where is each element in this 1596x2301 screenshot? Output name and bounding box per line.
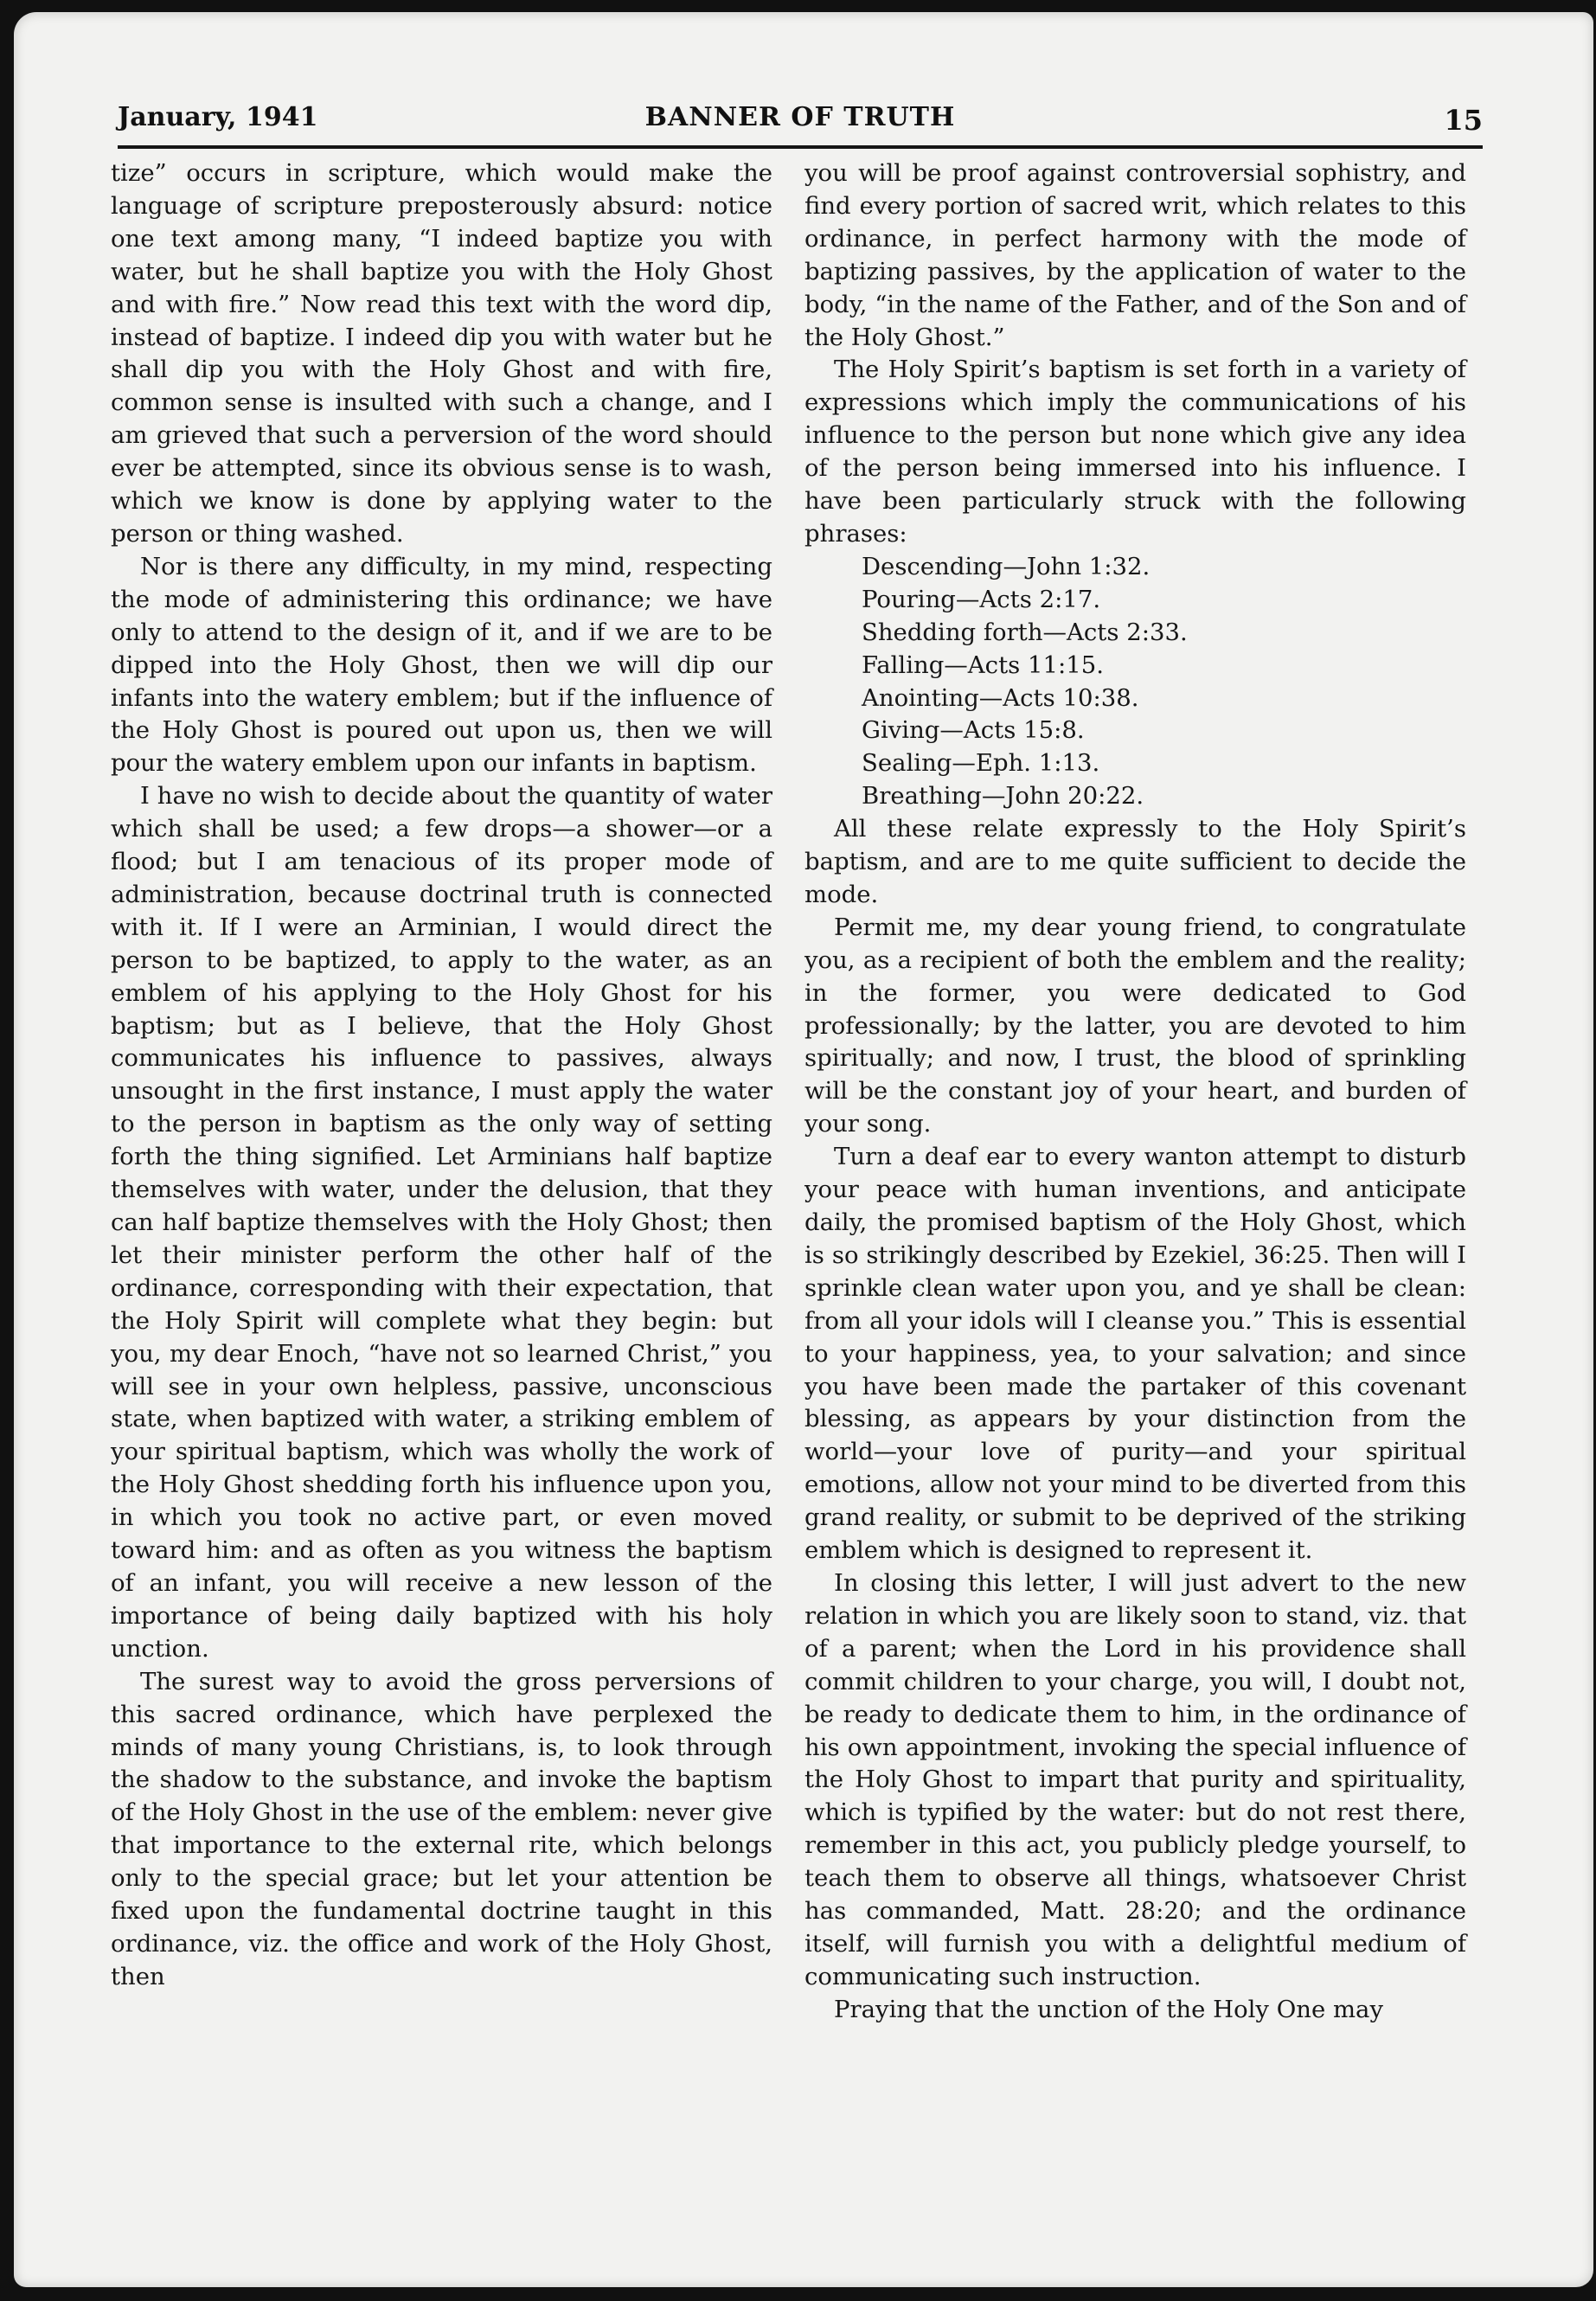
page-number: 15 [1444, 104, 1483, 137]
paragraph: Praying that the unction of the Holy One may [834, 1995, 1383, 2023]
page-sheet [14, 12, 1593, 2287]
paragraph: Nor is there any difficulty, in my mind, respecting the mode of administering this ordinance; we have only to attend to the design of it, and if we are to be dipped into the Holy Ghost, then we will dip our infants into the watery emblem; but if the influence of the Holy Ghost is poured out upon us, then we will pour the watery emblem upon our infants in baptism. [111, 552, 772, 778]
running-header [118, 102, 1483, 140]
phrase-item: Descending—John 1:32. [862, 552, 1151, 580]
phrase-item: Shedding forth—Acts 2:33. [862, 618, 1188, 646]
paragraph: The surest way to avoid the gross perversions of this sacred ordinance, which have perplexed the minds of many young Christians, is, to look through the shadow to the substance, and invoke the baptism of the Holy Ghost in the use of the emblem: never give that importance to the external rite, which belongs only to the special grace; but let your attention be fixed upon the fundamental doctrine taught in this ordinance, viz. the office and work of the Holy Ghost, then [111, 1667, 772, 1990]
left-column [111, 157, 772, 1994]
phrase-item: Giving—Acts 15:8. [862, 716, 1085, 745]
paragraph: you will be proof against controversial sophistry, and find every portion of sacred writ, which relates to this ordinance, in perfect harmony with the mode of baptizing passives, by the application of water to the body, “in the name of the Father, and of the Son and of the Holy Ghost.” [804, 159, 1466, 351]
issue-date: January, 1941 [118, 102, 318, 132]
publication-title: BANNER OF TRUTH [644, 102, 956, 132]
right-column [804, 157, 1466, 2027]
paragraph: Permit me, my dear young friend, to congratulate you, as a recipient of both the emblem and the reality; in the former, you were dedicated to God professionally; by the latter, you are devoted to him spiritually; and now, I trust, the blood of sprinkling will be the constant joy of your heart, and burden of your song. [804, 913, 1466, 1138]
phrase-item: Breathing—John 20:22. [862, 782, 1144, 811]
phrase-list [804, 551, 1466, 813]
paragraph: All these relate expressly to the Holy Spirit’s baptism, and are to me quite sufficient to decide the mode. [804, 815, 1466, 908]
paragraph: Turn a deaf ear to every wanton attempt to disturb your peace with human inventions, and anticipate daily, the promised baptism of the Holy Ghost, which is so strikingly described by Ezekiel, 36:25. Then will I sprinkle clean water upon you, and ye shall be clean: from all your idols will I cleanse you.” This is essential to your happiness, yea, to your salvation; and since you have been made the partaker of this covenant blessing, as appears by your distinction from the world—your love of purity—and your spiritual emotions, allow not your mind to be diverted from this grand reality, or submit to be deprived of the striking emblem which is designed to represent it. [804, 1143, 1466, 1565]
phrase-item: Falling—Acts 11:15. [862, 651, 1104, 679]
phrase-item: Pouring—Acts 2:17. [862, 585, 1101, 613]
paragraph: tize” occurs in scripture, which would make the language of scripture preposterously absurd: notice one text among many, “I indeed baptize you with water, but he shall baptize you with the Holy Ghost and with fire.” Now read this text with the word dip, instead of baptize. I indeed dip you with water but he shall dip you with the Holy Ghost and with fire, common sense is insulted with such a change, and I am grieved that such a perversion of the word should ever be attempted, since its obvious sense is to wash, which we know is done by applying water to the person or thing washed. [111, 159, 772, 548]
phrase-item: Anointing—Acts 10:38. [862, 683, 1139, 712]
phrase-item: Sealing—Eph. 1:13. [862, 749, 1100, 778]
paragraph: The Holy Spirit’s baptism is set forth in a variety of expressions which imply the communications of his influence to the person but none which give any idea of the person being immersed into his influence. I have been particularly struck with the following phrases: [804, 356, 1466, 548]
paragraph: In closing this letter, I will just advert to the new relation in which you are likely soon to stand, viz. that of a parent; when the Lord in his providence shall commit children to your charge, you will, I doubt not, be ready to dedicate them to him, in the ordinance of his own appointment, invoking the special influence of the Holy Ghost to impart that purity and spirituality, which is typified by the water: but do not rest there, remember in this act, you publicly pledge yourself, to teach them to observe all things, whatsoever Christ has commanded, Matt. 28:20; and the ordinance itself, will furnish you with a delightful medium of communicating such instruction. [804, 1568, 1466, 1990]
paragraph: I have no wish to decide about the quantity of water which shall be used; a few drops—a shower—or a flood; but I am tenacious of its proper mode of administration, because doctrinal truth is connected with it. If I were an Arminian, I would direct the person to be baptized, to apply to the water, as an emblem of his applying to the Holy Ghost for his baptism; but as I believe, that the Holy Ghost communicates his influence to passives, always unsought in the first instance, I must apply the water to the person in baptism as the only way of setting forth the thing signified. Let Arminians half baptize themselves with water, under the delusion, that they can half baptize themselves with the Holy Ghost; then let their minister perform the other half of the ordinance, corresponding with their expectation, that the Holy Spirit will complete what they begin: but you, my dear Enoch, “have not so learned Christ,” you will see in your own helpless, passive, unconscious state, when baptized with water, a striking emblem of your spiritual baptism, which was wholly the work of the Holy Ghost shedding forth his influence upon you, in which you took no active part, or even moved toward him: and as often as you witness the baptism of an infant, you will receive a new lesson of the importance of being daily baptized with his holy unction. [111, 782, 772, 1663]
header-rule [118, 145, 1483, 149]
